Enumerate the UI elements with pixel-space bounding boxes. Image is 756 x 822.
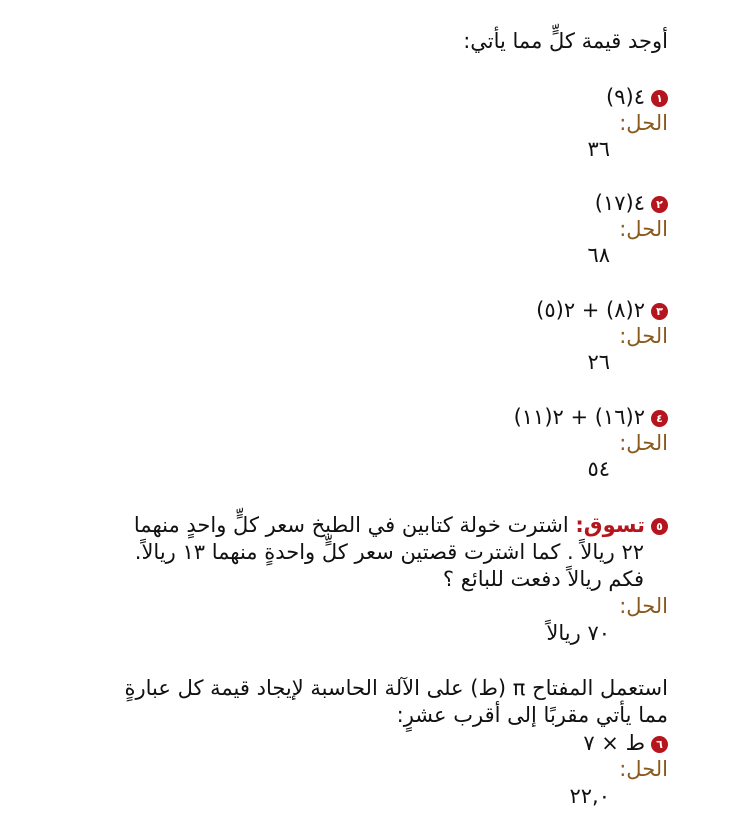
problem-expression: ٢(٨) + ٢(٥) <box>536 298 645 322</box>
problem-number-badge: ٣ <box>651 303 668 320</box>
problem-1 <box>606 84 668 110</box>
problem-6 <box>583 730 668 756</box>
problem-text-line-2: ٢٢ ريالاً . كما اشترت قصتين سعر كلٍّ واحدةٍ منهما ١٣ ريالاً. <box>134 540 644 564</box>
problem-number-badge: ٤ <box>651 410 668 427</box>
calc-instructions-line-1: استعمل المفتاح π (ط) على الآلة الحاسبة لإيجاد قيمة كل عبارةٍ <box>124 676 668 700</box>
problem-answer: ٦٨ <box>587 243 610 267</box>
solution-label: الحل: <box>619 757 668 781</box>
problem-answer: ٢٢,٠ <box>569 784 610 808</box>
solution-label: الحل: <box>619 431 668 455</box>
problem-number-badge: ٦ <box>651 736 668 753</box>
problem-topic-tag: تسوق: <box>575 513 645 537</box>
problem-number-badge: ١ <box>651 90 668 107</box>
problem-answer: ٣٦ <box>587 137 610 161</box>
solution-label: الحل: <box>619 111 668 135</box>
problem-number-badge: ٢ <box>651 196 668 213</box>
solution-label: الحل: <box>619 594 668 618</box>
solution-label: الحل: <box>619 324 668 348</box>
problem-answer: ٢٦ <box>587 350 610 374</box>
problem-expression: ٢(١٦) + ٢(١١) <box>513 405 645 429</box>
problem-expression: ط × ٧ <box>583 731 645 755</box>
problem-answer: ٧٠ ريالاً <box>546 621 610 645</box>
problem-expression: ٤(٩) <box>606 85 645 109</box>
problem-3 <box>536 297 668 323</box>
page-heading: أوجد قيمة كلٍّ مما يأتي: <box>463 29 668 53</box>
solution-label: الحل: <box>619 217 668 241</box>
problem-text-line-3: فكم ريالاً دفعت للبائع ؟ <box>442 567 644 591</box>
problem-expression: ٤(١٧) <box>594 191 645 215</box>
problem-4 <box>514 404 668 430</box>
problem-5 <box>134 512 668 538</box>
problem-text-line-1: اشترت خولة كتابين في الطبخ سعر كلٍّ واحدٍ منهما <box>133 513 569 537</box>
problem-number-badge: ٥ <box>651 518 668 535</box>
problem-answer: ٥٤ <box>587 457 610 481</box>
calc-instructions-line-2: مما يأتي مقربًا إلى أقرب عشرٍ: <box>396 703 668 727</box>
problem-2 <box>595 190 668 216</box>
